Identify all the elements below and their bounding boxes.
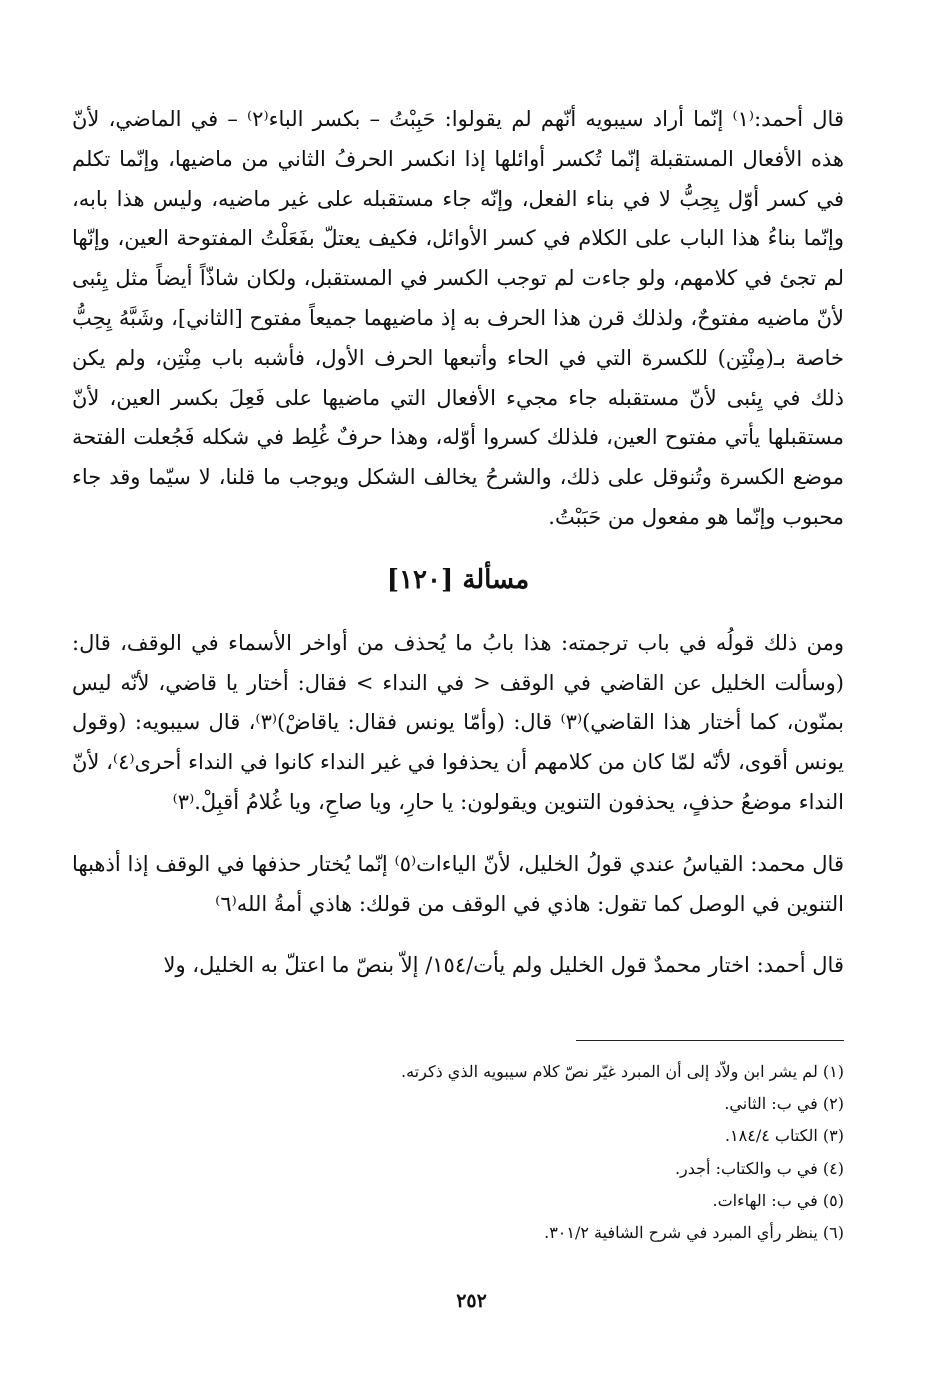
footnotes-list: [144, 1056, 844, 1249]
paragraph-muhammad-opinion: قال محمد: القياسُ عندي قولُ الخليل، لأنّ الياءات⁽٥⁾ إنّما يُختار حذفها في الوقف إذا أذهبها التنوين في الوصل كما تقول: هاذي في الوقف من قولك: هاذي أمةُ الله⁽٦⁾: [72, 851, 844, 916]
footnote-3: (٣) الكتاب ١٨٤/٤.: [724, 1126, 844, 1146]
page-number: ٢٥٢: [456, 1290, 487, 1312]
footnote-6: (٦) ينظر رأي المبرد في شرح الشافية ٣٠١/٢.: [544, 1223, 844, 1243]
footnote-1: (١) لم يشر ابن ولاّد إلى أن المبرد غيّر نصّ كلام سيبويه الذي ذكرته.: [401, 1062, 844, 1081]
footnote-divider: [576, 1040, 844, 1041]
footnote-4: (٤) في ب والكتاب: أجدر.: [674, 1158, 844, 1178]
footnote-2: (٢) في ب: الثاني.: [724, 1094, 844, 1114]
section-heading: مسألة [١٢٠]: [386, 564, 530, 595]
paragraph-ahmad-reply: قال أحمد: اختار محمدٌ قول الخليل ولم يأت/١٥٤/ إلاّ بنصّ ما اعتلّ به الخليل، ولا: [163, 953, 844, 978]
paragraph-ahmad-commentary: قال أحمد:⁽١⁾ إنّما أراد سيبويه أنّهم لم يقولوا: حَبِبْتُ – بكسر الباء⁽٢⁾ – في الماضي، لأنّ هذه الأفعال المستقبلة إنّما تُكسر أوائلها إذا انكسر الحرفُ الثاني من ماضيها، وإنّما تكلم في كسر أوّل يِحِبُّ لا في بناء الفعل، وإنّه جاء مستقبله على غير ماضيه، وليس هذا بابه، وإنّما بناءُ هذا الباب على الكلام في كسر الأوائل، فكيف يعتلّ بفَعَلْتُ المفتوحة العين، وإنّها لم تجئ في كلامهم، ولو جاءت لم توجب الكسر في المستقبل، ولكان شاذّاً أيضاً مثل يِئبى لأنّ ماضيه مفتوحٌ، ولذلك قرن هذا الحرف به إذ ماضيهما جميعاً مفتوح [الثاني]، وشَبَّهُ يِحِبُّ خاصة بـ(مِنْتِن) للكسرة التي في الحاء وأتبعها الحرف الأول، فأشبه باب مِنْتِن، ولم يكن ذلك في يِئبى لأنّ مستقبله جاء مجيء الأفعال التي ماضيها على فَعِلَ بكسر العين، لأنّ مستقبلها يأتي مفتوح العين، فلذلك كسروا أوّله، وهذا حرفٌ غُلِط في شكله فَجُعلت الفتحة موضع الكسرة وتُنوقل على ذلك، والشرحُ يخالف الشكل ويوجب ما قلنا، لا سيّما وقد جاء محبوب وإنّما هو مفعول من حَبَبْتُ.: [72, 107, 844, 529]
footnote-5: (٥) في ب: الهاءات.: [712, 1190, 844, 1210]
paragraph-sibawayh-quote: ومن ذلك قولُه في باب ترجمته: هذا بابُ ما يُحذف من أواخر الأسماء في الوقف، قال: (وسألت الخليل عن القاضي في الوقف < في النداء > فقال: أختار يا قاضي، لأنّه ليس بمنّون، كما أختار هذا القاضي)⁽٣⁾ قال: (وأمّا يونس فقال: ياقاضْ)⁽٣⁾، قال سيبويه: (وقول يونس أقوى، لأنّه لمّا كان من كلامهم أن يحذفوا في غير النداء كانوا في النداء أحرى⁽٤⁾، لأنّ النداء موضعُ حذفٍ، يحذفون التنوين ويقولون: يا حارِ، ويا صاحِ، ويا غُلامُ أقبِلْ.⁽٣⁾: [72, 630, 845, 814]
page-body: [72, 100, 844, 1008]
